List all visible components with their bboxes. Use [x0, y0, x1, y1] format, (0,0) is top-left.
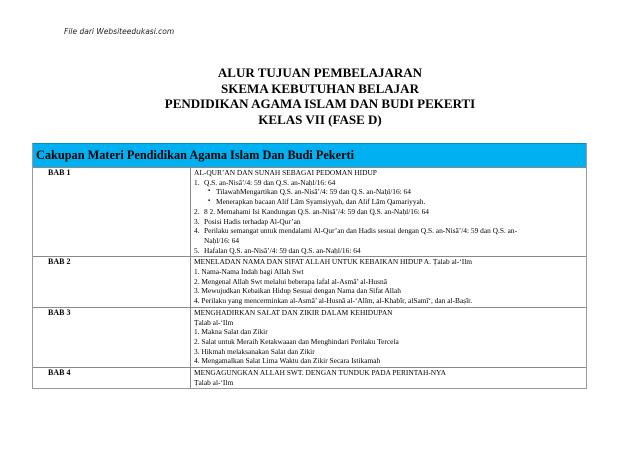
- list-text: Q.S. an-Nisā’/4: 59 dan Q.S. an-Naḥl/16: 64: [204, 177, 336, 187]
- list-text: Posisi Hadis terhadap Al-Qur’an: [204, 216, 301, 226]
- bullet-text: Menerapkan bacaan Alif Lām Syamsiyyah, dan Alif Lām Qamariyyah.: [216, 197, 426, 207]
- content-line: Ṭalab al-‘Ilm: [194, 317, 234, 327]
- bab-label: BAB 1: [33, 168, 191, 256]
- table-row-bab-1: [33, 167, 586, 256]
- list-number: 5.: [194, 245, 200, 255]
- bab-content: [191, 308, 586, 367]
- content-line: 1. Makna Salat dan Zikir: [194, 327, 268, 337]
- content-line: 3. Mewujudkan Kebaikan Hidup Sesuai dengan Nama dan Sifat Allah: [194, 286, 401, 296]
- content-line: 4. Perilaku yang mencerminkan al-Asmā’ al-Husnā al-‘Alīm, al-Khabīr, alSamī‘, dan al-Baṣīr.: [194, 296, 473, 306]
- bab-heading: MENELADAN NAMA DAN SIFAT ALLAH UNTUK KEBAIKAN HIDUP A. Ṭalab al-‘Ilm: [194, 257, 473, 267]
- list-number: 1.: [194, 177, 200, 187]
- list-item: [194, 178, 586, 188]
- content-line: 2. Salat untuk Meraih Ketakwaaan dan Menghindari Perilaku Tercela: [194, 336, 399, 346]
- content-line: 2. Mengenal Allah Swt melalui beberapa lafal al-Asmā’ al-Husnā: [194, 276, 387, 286]
- bab-heading: MENGAGUNGKAN ALLAH SWT. DENGAN TUNDUK PADA PERINTAH-NYA: [194, 368, 446, 378]
- list-text-continuation: Naḥl/16: 64: [204, 235, 240, 245]
- bullet-item: [194, 197, 586, 207]
- square-bullet-icon: ▪: [208, 188, 211, 195]
- bullet-item: [194, 187, 586, 197]
- bab-content: [191, 368, 586, 388]
- list-number: 2.: [194, 206, 200, 216]
- document-title-block: [0, 65, 640, 127]
- title-line-2: SKEMA KEBUTUHAN BELAJAR: [221, 80, 419, 96]
- square-bullet-icon: ▪: [208, 198, 211, 205]
- material-scope-table: [32, 143, 587, 389]
- title-line-3: PENDIDIKAN AGAMA ISLAM DAN BUDI PEKERTI: [164, 96, 476, 111]
- source-note: File dari Websiteedukasi.com: [64, 27, 175, 36]
- bab-label: BAB 4: [33, 368, 191, 388]
- list-item: [194, 246, 586, 256]
- bab-heading: AL-QUR’AN DAN SUNAH SEBAGAI PEDOMAN HIDUP: [194, 168, 377, 177]
- title-line-1: ALUR TUJUAN PEMBELAJARAN: [217, 65, 423, 80]
- content-line: 1. Nama-Nama Indah bagi Allah Swt: [194, 267, 304, 277]
- bab-label: BAB 3: [33, 308, 191, 367]
- list-item: [194, 226, 586, 236]
- title-line-4: KELAS VII (FASE D): [258, 111, 382, 127]
- bullet-text: TilawahMengartikan Q.S. an-Nisā’/4: 59 dan Q.S. an-Naḥl/16: 64: [216, 187, 411, 197]
- table-row-bab-2: [33, 256, 586, 307]
- list-item: [194, 207, 586, 217]
- table-row-bab-4: [33, 367, 586, 388]
- table-row-bab-3: [33, 307, 586, 367]
- list-item: [194, 217, 586, 227]
- list-text: 8 2. Memahami Isi Kandungan Q.S. an-Nisā’/4: 59 dan Q.S. an-Naḥl/16: 64: [204, 206, 429, 216]
- list-number: 3.: [194, 216, 200, 226]
- bab-heading: MENGHADIRKAN SALAT DAN ZIKIR DALAM KEHIDUPAN: [194, 307, 393, 317]
- content-line: Ṭalab al-‘Ilm: [194, 377, 234, 387]
- bab-content: [191, 168, 586, 256]
- content-line: 4. Mengamalkan Salat Lima Waktu dan Zikir Secara Istikamah: [194, 356, 381, 366]
- bab-content: [191, 257, 586, 307]
- table-header: Cakupan Materi Pendidikan Agama Islam Dan Budi Pekerti: [33, 143, 586, 167]
- list-number: 4.: [194, 226, 200, 236]
- bab-label: BAB 2: [33, 257, 191, 307]
- list-text: Hafalan Q.S. an-Nisā’/4: 59 dan Q.S. an-Naḥl/16: 64: [204, 245, 361, 255]
- list-text: Perilaku semangat untuk mendalami Al-Qur’an dan Hadis sesuai dengan Q.S. an-Nisā’/4: 59 dan Q.S. an-: [204, 226, 518, 236]
- content-line: 3. Hikmah melaksanakan Salat dan Zikir: [194, 346, 315, 356]
